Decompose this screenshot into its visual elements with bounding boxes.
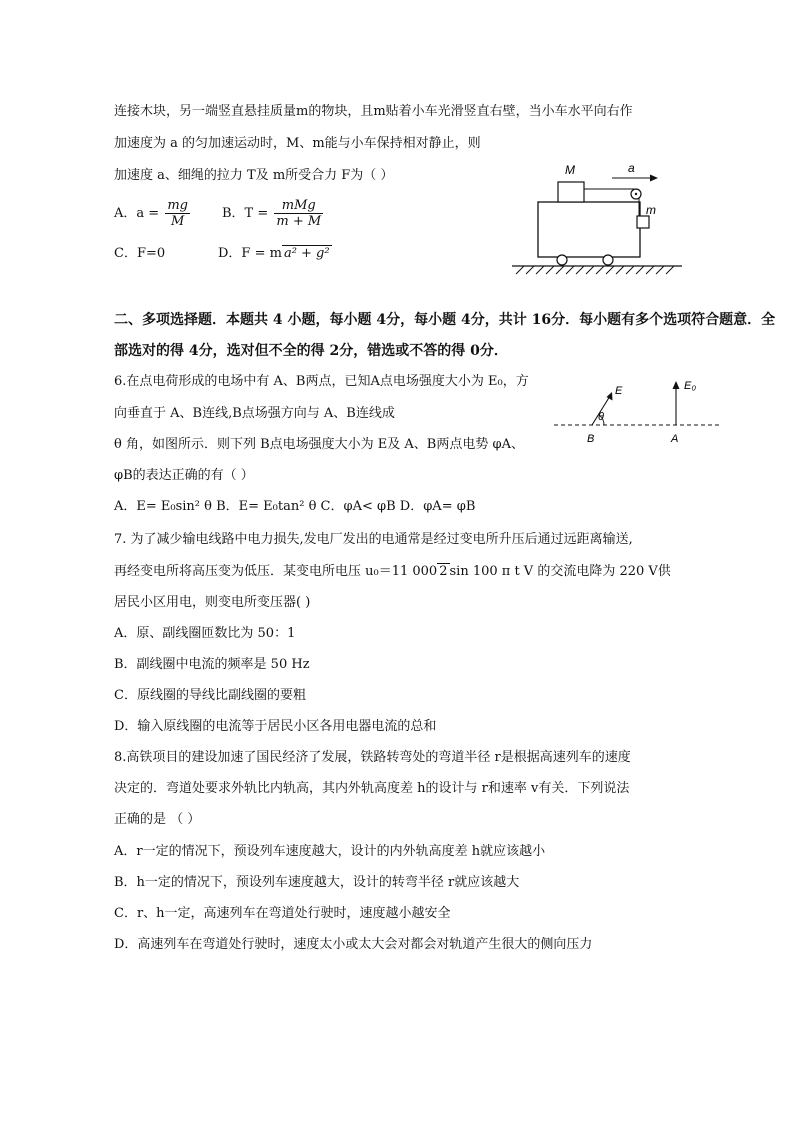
ground-hatch (516, 266, 674, 274)
q5-line-2: 加速度为 a 的匀加速运动时，M、m能与小车保持相对静止，则 (114, 136, 481, 151)
label-E: E (615, 385, 623, 397)
q7-option-d[interactable]: D．输入原线圈的电流等于居民小区各用电器电流的总和 (114, 719, 437, 734)
q5-option-a-numerator: mg (167, 198, 188, 213)
block-m (637, 216, 649, 228)
q8-line-3: 正确的是 （ ） (114, 812, 201, 827)
q5-option-a[interactable] (114, 198, 192, 229)
block-M (558, 182, 584, 202)
q5-option-a-prefix: A．a = (114, 206, 160, 221)
q5-option-b-prefix: B．T = (222, 206, 269, 221)
label-B: B (587, 433, 595, 445)
q7-line-2 (114, 563, 671, 581)
cart-wheel-right (603, 255, 613, 265)
q7-line-2-end: sin 100 π t V 的交流电降为 220 V供 (449, 564, 671, 579)
q8-option-d[interactable]: D．高速列车在弯道处行驶时，速度太小或太大会对都会对轨道产生很大的侧向压力 (114, 937, 593, 952)
q8-line-1: 8.高铁项目的建设加速了国民经济了发展，铁路转弯处的弯道半径 r是根据高速列车的速度 (114, 750, 631, 765)
q7-sqrt-2: 2 (439, 564, 448, 579)
q5-option-d-root: a² + g² (283, 246, 330, 261)
q8-option-b[interactable]: B．h一定的情况下，预设列车速度越大，设计的转弯半径 r就应该越大 (114, 875, 520, 890)
cart-body (538, 202, 640, 257)
section-2-heading-line-1: 二、多项选择题．本题共 4 小题，每小题 4分，每小题 4分，共计 16分．每小题有多个选项符合题意．全 (114, 312, 776, 328)
q6-line-4: φB的表达正确的有（ ） (114, 468, 254, 483)
label-M: M (565, 163, 575, 177)
q5-option-d[interactable] (218, 245, 332, 263)
label-A: A (671, 433, 679, 445)
q5-option-a-denominator: M (170, 214, 185, 229)
q5-cart-figure (500, 158, 690, 280)
label-m: m (646, 203, 656, 217)
q5-line-3: 加速度 a、细绳的拉力 T及 m所受合力 F为（ ） (114, 168, 394, 183)
label-a: a (628, 161, 635, 175)
q7-line-1: 7. 为了减少输电线路中电力损失,发电厂发出的电通常是经过变电所升压后通过远距离输送, (114, 532, 633, 547)
label-theta: θ (598, 411, 604, 423)
q8-line-2: 决定的．弯道处要求外轨比内轨高，其内外轨高度差 h的设计与 r和速率 v有关．下列说法 (114, 781, 630, 796)
q5-option-a-fraction (165, 198, 190, 229)
section-2-heading-line-2: 部选对的得 4分，选对但不全的得 2分，错选或不答的得 0分． (114, 343, 508, 359)
q5-option-b-numerator: mMg (274, 198, 323, 214)
q5-option-b-fraction (274, 198, 323, 229)
q7-option-a[interactable]: A．原、副线圈匝数比为 50：1 (114, 626, 296, 641)
q7-option-c[interactable]: C．原线圈的导线比副线圈的要粗 (114, 688, 306, 703)
q6-line-1: 6.在点电荷形成的电场中有 A、B两点，已知A点电场强度大小为 E₀，方 (114, 374, 529, 389)
q5-option-b[interactable] (222, 198, 325, 229)
label-E0: E₀ (684, 380, 696, 392)
q5-line-1: 连接木块，另一端竖直悬挂质量m的物块，且m贴着小车光滑竖直右壁，当小车水平向右作 (114, 104, 633, 119)
q7-line-3: 居民小区用电，则变电所变压器( ) (114, 595, 311, 610)
q6-line-2: 向垂直于 A、B连线,B点场强方向与 A、B连线成 (114, 406, 395, 421)
q6-field-figure (552, 372, 732, 452)
q5-option-d-prefix: D．F = m (218, 246, 282, 261)
q6-options[interactable]: A．E= E₀sin² θ B．E= E₀tan² θ C．φA< φB D．φA= φB (114, 499, 476, 514)
q6-line-3: θ 角，如图所示．则下列 B点电场强度大小为 E及 A、B两点电势 φA、 (114, 437, 524, 452)
q8-option-a[interactable]: A．r一定的情况下，预设列车速度越大，设计的内外轨高度差 h就应该越小 (114, 844, 546, 859)
q7-line-2-start: 再经变电所将高压变为低压．某变电所电压 u₀＝11 000 (114, 564, 438, 579)
q8-option-c[interactable]: C．r、h一定，高速列车在弯道处行驶时，速度越小越安全 (114, 906, 451, 921)
q7-option-b[interactable]: B．副线圈中电流的频率是 50 Hz (114, 657, 310, 672)
cart-wheel-left (557, 255, 567, 265)
q5-option-b-denominator: m + M (276, 214, 322, 229)
q5-option-c[interactable]: C．F=0 (114, 246, 166, 261)
